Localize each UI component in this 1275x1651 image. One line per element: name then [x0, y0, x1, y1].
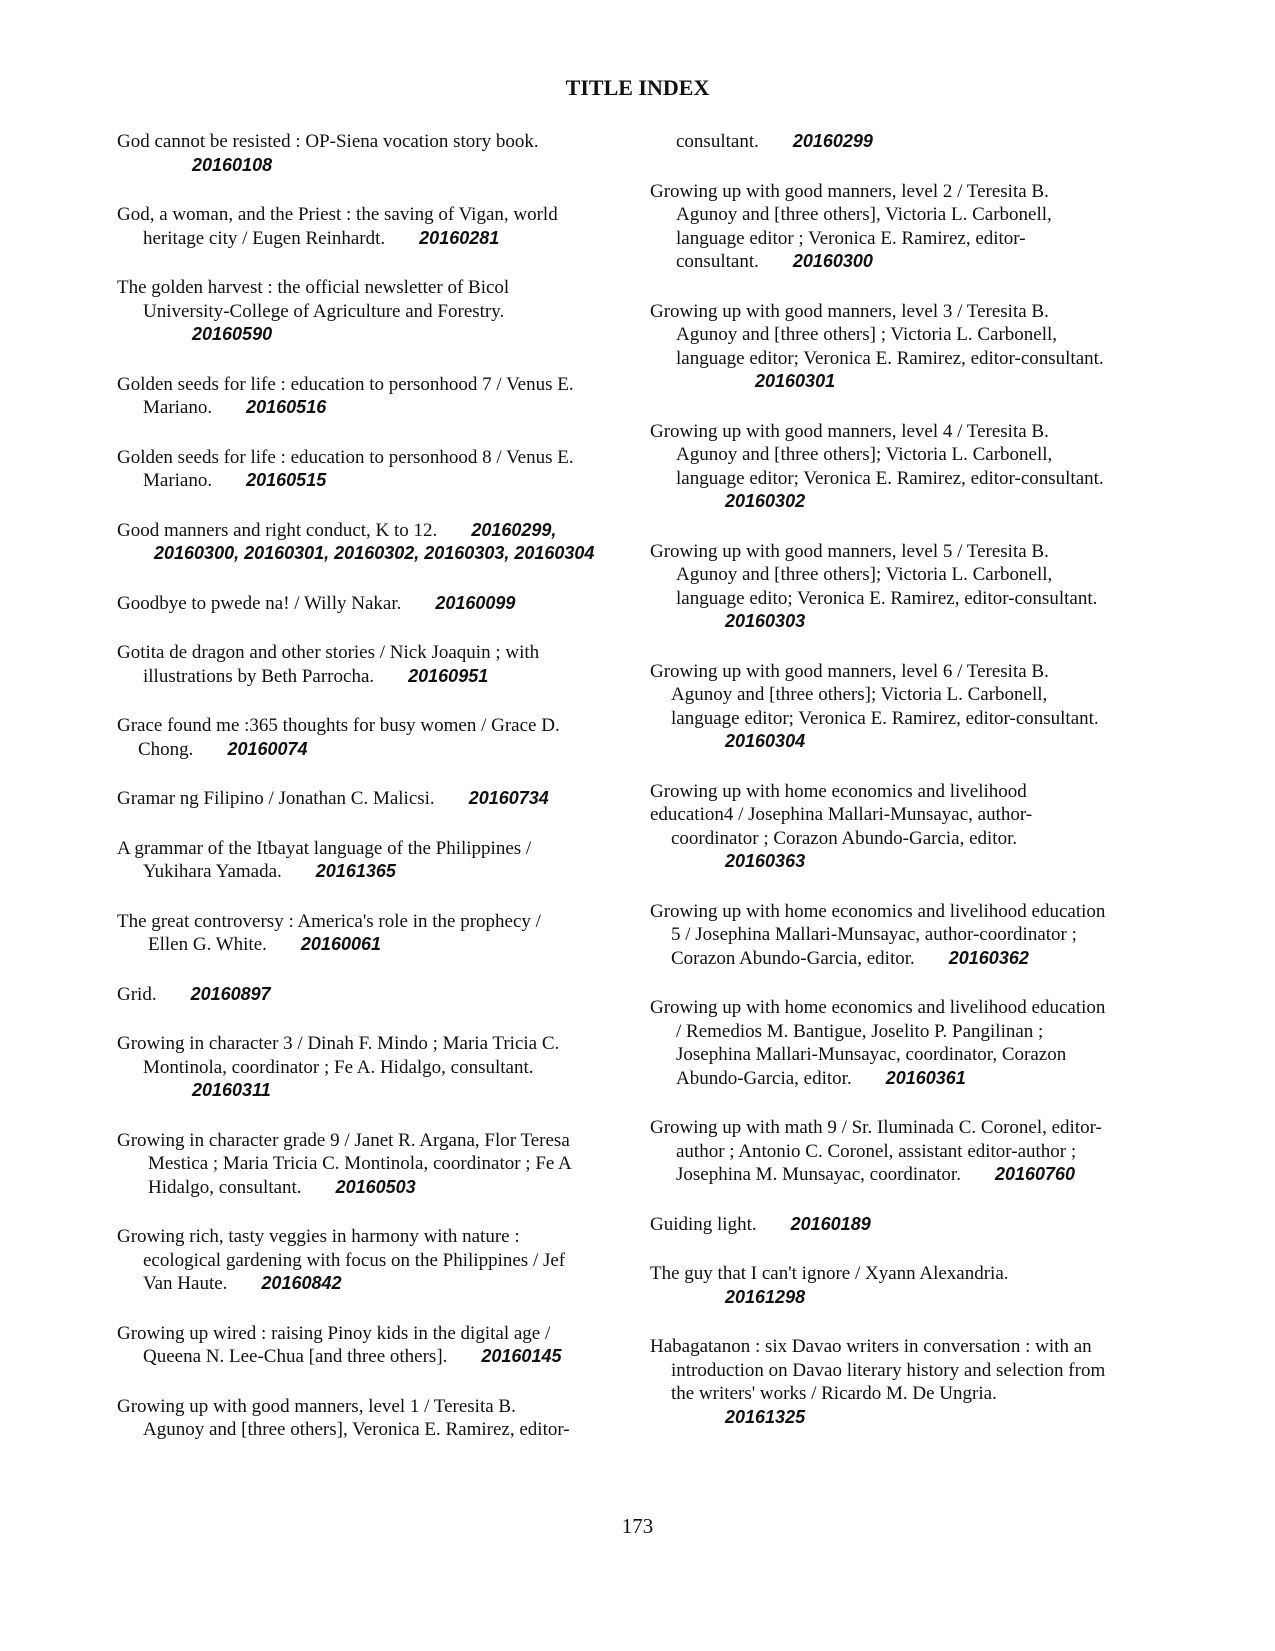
entry-text: Golden seeds for life : education to personhood 8 / Venus E. [117, 446, 574, 468]
record-number: 20160361 [885, 1067, 966, 1088]
index-entry [117, 910, 622, 957]
entry-line [117, 592, 622, 616]
entry-text: Hidalgo, consultant. [148, 1176, 302, 1198]
entry-line [650, 683, 1170, 707]
entry-line [650, 490, 1170, 514]
entry-line [117, 154, 622, 178]
entry-text: Chong. [138, 738, 194, 760]
entry-text: Agunoy and [three others], Veronica E. Ramirez, editor- [143, 1419, 570, 1440]
entry-text: Mestica ; Maria Tricia C. Montinola, coordinator ; Fe A [148, 1153, 572, 1174]
entry-text: Golden seeds for life : education to personhood 7 / Venus E. [117, 373, 574, 395]
entry-line [117, 837, 622, 861]
entry-line [117, 1225, 622, 1249]
entry-text: The guy that I can't ignore / Xyann Alexandria. [650, 1263, 1009, 1284]
entry-text: Growing in character 3 / Dinah F. Mindo ; Maria Tricia C. [117, 1033, 560, 1054]
record-number: 20160299 [792, 131, 873, 151]
entry-text: Growing up with good manners, level 1 / Teresita B. [117, 1395, 516, 1417]
record-number: 20160300, 20160301, 20160302, 20160303, 20160304 [154, 543, 595, 563]
entry-line [117, 1418, 622, 1442]
entry-text: Josephina Mallari-Munsayac, coordinator, Corazon [676, 1044, 1067, 1065]
record-number: 20160515 [246, 470, 327, 490]
entry-text: Growing in character grade 9 / Janet R. Argana, Flor Teresa [117, 1129, 570, 1151]
entry-text: language editor ; Veronica E. Ramirez, editor- [676, 227, 1026, 249]
entry-text: Abundo-Garcia, editor. [676, 1067, 852, 1089]
index-entry [117, 1322, 622, 1369]
entry-text: A grammar of the Itbayat language of the Philippines / [117, 837, 532, 859]
entry-line [117, 469, 622, 493]
entry-text: Growing up with home economics and livelihood education [650, 997, 1106, 1018]
entry-text: the writers' works / Ricardo M. De Ungria. [671, 1383, 997, 1404]
entry-line [117, 1322, 622, 1346]
entry-line [650, 443, 1170, 467]
record-number: 20160145 [481, 1346, 562, 1366]
index-entry [650, 660, 1170, 754]
record-number: 20160503 [335, 1176, 416, 1197]
entry-line [117, 130, 622, 154]
entry-text: illustrations by Beth Parrocha. [143, 665, 375, 687]
entry-text: education4 / Josephina Mallari-Munsayac, author- [650, 804, 1033, 825]
entry-text: God, a woman, and the Priest : the saving of Vigan, world [117, 204, 558, 225]
record-number: 20160590 [192, 324, 273, 344]
index-entry [117, 276, 622, 347]
entry-line [650, 827, 1170, 851]
entry-line [650, 850, 1170, 874]
index-entry [650, 180, 1170, 274]
entry-line [117, 714, 622, 738]
entry-text: heritage city / Eugen Reinhardt. [143, 227, 386, 249]
entry-line [650, 227, 1170, 251]
entry-text: Mariano. [143, 397, 213, 418]
entry-text: Growing up with good manners, level 5 / Teresita B. [650, 540, 1049, 562]
index-entry [117, 130, 622, 177]
entry-line [650, 923, 1170, 947]
entry-line [650, 347, 1170, 371]
index-entry [117, 373, 622, 420]
entry-line [650, 300, 1170, 324]
record-number: 20160302 [725, 491, 806, 511]
record-number: 20160516 [246, 397, 327, 417]
index-entry [650, 900, 1170, 971]
entry-text: Agunoy and [three others], Victoria L. Carbonell, [676, 204, 1052, 225]
entry-line [117, 519, 622, 543]
entry-line [650, 1359, 1170, 1383]
entry-text: Growing up with good manners, level 2 / Teresita B. [650, 180, 1049, 202]
entry-line [650, 947, 1170, 971]
entry-line [117, 1395, 622, 1419]
record-number: 20160734 [468, 788, 549, 808]
entry-line [117, 396, 622, 420]
entry-line [117, 203, 622, 227]
entry-text: The great controversy : America's role in the prophecy / [117, 910, 541, 932]
entry-line [650, 610, 1170, 634]
record-number: 20160099 [435, 592, 516, 613]
entry-text: Growing up with good manners, level 4 / Teresita B. [650, 420, 1049, 442]
entry-text: Josephina M. Munsayac, coordinator. [676, 1164, 961, 1185]
index-entry [650, 1213, 1170, 1237]
index-entry [117, 1225, 622, 1296]
entry-text: Growing rich, tasty veggies in harmony with nature : [117, 1226, 520, 1247]
page-number: 173 [621, 1514, 654, 1538]
index-entry [650, 300, 1170, 394]
entry-line [117, 276, 622, 300]
record-number: 20161325 [725, 1406, 806, 1427]
entry-text: Agunoy and [three others]; Victoria L. Carbonell, [676, 444, 1053, 465]
entry-line [650, 660, 1170, 684]
entry-text: Growing up with math 9 / Sr. Iluminada C. Coronel, editor- [650, 1117, 1102, 1138]
index-entry [117, 714, 622, 761]
index-entry [650, 780, 1170, 874]
entry-line [650, 1163, 1170, 1187]
entry-text: language edito; Veronica E. Ramirez, editor-consultant. [676, 587, 1098, 609]
entry-text: Guiding light. [650, 1213, 757, 1235]
entry-line [117, 1152, 622, 1176]
entry-line [650, 1140, 1170, 1164]
entry-text: author ; Antonio C. Coronel, assistant editor-author ; [676, 1140, 1077, 1162]
entry-text: Growing up with home economics and livelihood education [650, 900, 1106, 922]
entry-text: Agunoy and [three others]; Victoria L. Carbonell, [676, 564, 1053, 585]
entry-text: Van Haute. [143, 1273, 228, 1294]
entry-line [650, 1406, 1170, 1430]
index-entry [117, 1032, 622, 1103]
entry-line [650, 420, 1170, 444]
index-entry [117, 837, 622, 884]
entry-line [650, 250, 1170, 274]
entry-line [117, 860, 622, 884]
entry-text: consultant. [676, 251, 759, 272]
entry-line [117, 641, 622, 665]
entry-line [117, 1249, 622, 1273]
index-entry [650, 1335, 1170, 1429]
entry-text: University-College of Agriculture and Forestry. [143, 300, 505, 322]
entry-line [117, 1056, 622, 1080]
entry-line [117, 542, 622, 566]
entry-line [650, 1213, 1170, 1237]
entry-line [650, 1286, 1170, 1310]
entry-text: Goodbye to pwede na! / Willy Nakar. [117, 592, 402, 614]
record-number: 20160108 [192, 154, 273, 175]
entry-text: Yukihara Yamada. [143, 861, 282, 882]
index-entry [117, 1395, 622, 1442]
entry-text: God cannot be resisted : OP-Siena vocation story book. [117, 131, 539, 152]
entry-text: 5 / Josephina Mallari-Munsayac, author-coordinator ; [671, 924, 1077, 945]
entry-line [650, 996, 1170, 1020]
index-entry [117, 592, 622, 616]
entry-line [117, 300, 622, 324]
record-number: 20160304 [725, 731, 806, 751]
entry-text: Growing up wired : raising Pinoy kids in the digital age / [117, 1322, 551, 1344]
entry-line [650, 803, 1170, 827]
entry-line [650, 1335, 1170, 1359]
entry-line [650, 130, 1170, 154]
entry-text: language editor; Veronica E. Ramirez, editor-consultant. [676, 467, 1104, 489]
record-number: 20160897 [190, 983, 271, 1004]
record-number: 20160303 [725, 611, 806, 631]
index-entry [117, 203, 622, 250]
index-entry [650, 540, 1170, 634]
entry-line [650, 203, 1170, 227]
index-entry [117, 446, 622, 493]
entry-line [650, 1262, 1170, 1286]
entry-text: Montinola, coordinator ; Fe A. Hidalgo, consultant. [143, 1056, 534, 1078]
entry-line [117, 1032, 622, 1056]
entry-text: Agunoy and [three others]; Victoria L. Carbonell, [671, 684, 1048, 705]
entry-line [117, 1129, 622, 1153]
entry-text: Gotita de dragon and other stories / Nick Joaquin ; with [117, 642, 540, 663]
entry-line [117, 1176, 622, 1200]
entry-line [117, 1272, 622, 1296]
entry-text: The golden harvest : the official newsletter of Bicol [117, 277, 510, 298]
entry-text: coordinator ; Corazon Abundo-Garcia, editor. [671, 827, 1018, 849]
record-number: 20160363 [725, 851, 806, 871]
record-number: 20160951 [408, 665, 489, 686]
record-number: 20160074 [227, 738, 308, 759]
entry-line [117, 933, 622, 957]
index-entry [117, 641, 622, 688]
entry-text: ecological gardening with focus on the Philippines / Jef [143, 1249, 566, 1271]
entry-line [117, 738, 622, 762]
entry-text: Grace found me :365 thoughts for busy women / Grace D. [117, 715, 560, 736]
entry-line [650, 1020, 1170, 1044]
index-entry [117, 1129, 622, 1200]
entry-text: introduction on Davao literary history and selection from [671, 1359, 1106, 1381]
right-column [650, 130, 1170, 1455]
entry-text: Growing up with good manners, level 6 / Teresita B. [650, 660, 1049, 682]
entry-text: Mariano. [143, 470, 213, 491]
entry-line [650, 467, 1170, 491]
page-title: TITLE INDEX [565, 75, 710, 100]
record-number: 20160300 [792, 251, 873, 271]
index-entry [117, 983, 622, 1007]
entry-line [650, 707, 1170, 731]
record-number: 20160061 [300, 934, 381, 954]
record-number: 20160189 [790, 1213, 871, 1234]
record-number: 20160281 [419, 227, 500, 248]
entry-line [650, 370, 1170, 394]
entry-line [650, 180, 1170, 204]
index-entry [650, 420, 1170, 514]
entry-line [650, 730, 1170, 754]
entry-text: Good manners and right conduct, K to 12. [117, 519, 438, 541]
record-number: 20160760 [994, 1164, 1076, 1184]
entry-text: consultant. [676, 131, 759, 152]
entry-line [650, 1116, 1170, 1140]
entry-line [117, 910, 622, 934]
entry-text: Growing up with good manners, level 3 / Teresita B. [650, 300, 1049, 322]
index-entry [650, 1262, 1170, 1309]
entry-line [117, 323, 622, 347]
entry-line [117, 1079, 622, 1103]
entry-line [117, 446, 622, 470]
record-number: 20160311 [192, 1080, 271, 1100]
entry-line [650, 900, 1170, 924]
entry-text: Corazon Abundo-Garcia, editor. [671, 947, 915, 969]
index-entry [650, 996, 1170, 1090]
index-entry [117, 519, 622, 566]
entry-line [117, 787, 622, 811]
entry-line [650, 1382, 1170, 1406]
entry-line [650, 323, 1170, 347]
entry-line [117, 983, 622, 1007]
record-number: 20161365 [315, 861, 396, 881]
entry-line [650, 780, 1170, 804]
index-entry [117, 787, 622, 811]
entry-line [650, 563, 1170, 587]
entry-line [650, 540, 1170, 564]
entry-line [117, 373, 622, 397]
entry-line [650, 1067, 1170, 1091]
index-entry [650, 130, 1170, 154]
entry-text: Growing up with home economics and livelihood [650, 780, 1027, 802]
entry-text: language editor; Veronica E. Ramirez, editor-consultant. [676, 347, 1104, 369]
entry-text: Gramar ng Filipino / Jonathan C. Malicsi. [117, 788, 435, 809]
record-number: 20161298 [725, 1286, 806, 1307]
record-number: 20160299, [471, 519, 557, 540]
entry-text: Queena N. Lee-Chua [and three others]. [143, 1346, 448, 1367]
entry-line [117, 1345, 622, 1369]
entry-text: Agunoy and [three others] ; Victoria L. Carbonell, [676, 324, 1058, 345]
entry-text: Habagatanon : six Davao writers in conversation : with an [650, 1336, 1092, 1357]
record-number: 20160362 [948, 947, 1029, 968]
entry-text: Ellen G. White. [148, 934, 267, 955]
left-column [117, 130, 622, 1468]
entry-line [650, 587, 1170, 611]
index-entry [650, 1116, 1170, 1187]
entry-text: / Remedios M. Bantigue, Joselito P. Pangilinan ; [676, 1020, 1044, 1042]
entry-line [650, 1043, 1170, 1067]
record-number: 20160842 [261, 1273, 342, 1293]
entry-line [117, 227, 622, 251]
record-number: 20160301 [755, 371, 836, 391]
entry-text: Grid. [117, 983, 157, 1005]
entry-text: language editor; Veronica E. Ramirez, editor-consultant. [671, 707, 1099, 729]
entry-line [117, 665, 622, 689]
